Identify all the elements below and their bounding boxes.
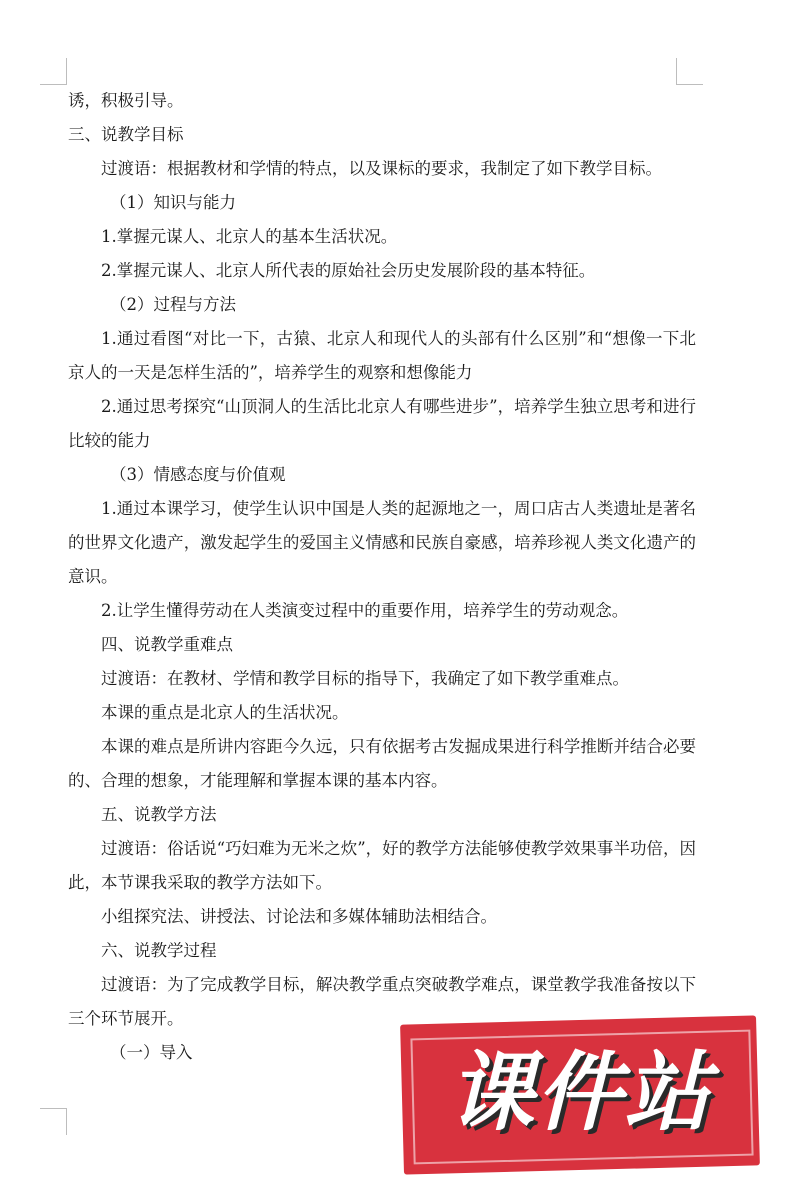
section-heading-key-points: 四、说教学重难点	[101, 635, 233, 654]
list-item: 2.通过思考探究“山顶洞人的生活比北京人有哪些进步”，培养学生独立思考和进行比较的能力	[68, 397, 696, 450]
subheading-process-method: （2）过程与方法	[110, 295, 236, 314]
page-corner-mark-bottom-left	[40, 1108, 67, 1135]
list-item: 2.掌握元谋人、北京人所代表的原始社会历史发展阶段的基本特征。	[101, 261, 596, 280]
section-heading-teaching-methods: 五、说教学方法	[101, 805, 217, 824]
document-body	[68, 84, 696, 1070]
watermark-stamp-text: 课件站	[448, 1043, 712, 1143]
list-item: 1.掌握元谋人、北京人的基本生活状况。	[101, 227, 398, 246]
transition-paragraph: 过渡语：在教材、学情和教学目标的指导下，我确定了如下教学重难点。	[101, 669, 629, 688]
list-item: 2.让学生懂得劳动在人类演变过程中的重要作用，培养学生的劳动观念。	[101, 601, 629, 620]
subheading-introduction: （一）导入	[110, 1043, 193, 1062]
transition-paragraph: 过渡语：根据教材和学情的特点，以及课标的要求，我制定了如下教学目标。	[101, 159, 662, 178]
paragraph: 本课的重点是北京人的生活状况。	[101, 703, 349, 722]
section-heading-teaching-process: 六、说教学过程	[101, 941, 217, 960]
transition-paragraph: 过渡语：俗话说“巧妇难为无米之炊”，好的教学方法能够使教学效果事半功倍，因此，本节课我采取的教学方法如下。	[68, 839, 696, 892]
list-item: 1.通过本课学习，使学生认识中国是人类的起源地之一，周口店古人类遗址是著名的世界文化遗产，激发起学生的爱国主义情感和民族自豪感，培养珍视人类文化遗产的意识。	[68, 499, 696, 586]
paragraph: 小组探究法、讲授法、讨论法和多媒体辅助法相结合。	[101, 907, 497, 926]
transition-paragraph: 过渡语：为了完成教学目标，解决教学重点突破教学难点，课堂教学我准备按以下三个环节展开。	[68, 975, 696, 1028]
list-item: 1.通过看图“对比一下，古猿、北京人和现代人的头部有什么区别”和“想像一下北京人的一天是怎样生活的”，培养学生的观察和想像能力	[68, 329, 696, 382]
page-corner-mark-top-left	[40, 58, 67, 85]
page-corner-mark-top-right	[676, 58, 703, 85]
paragraph-continuation: 诱，积极引导。	[68, 91, 184, 110]
subheading-knowledge-ability: （1）知识与能力	[110, 193, 236, 212]
subheading-emotion-values: （3）情感态度与价值观	[110, 465, 286, 484]
paragraph: 本课的难点是所讲内容距今久远，只有依据考古发掘成果进行科学推断并结合必要的、合理的想象，才能理解和掌握本课的基本内容。	[68, 737, 696, 790]
watermark-stamp	[402, 1020, 758, 1170]
section-heading-teaching-goals: 三、说教学目标	[68, 125, 184, 144]
